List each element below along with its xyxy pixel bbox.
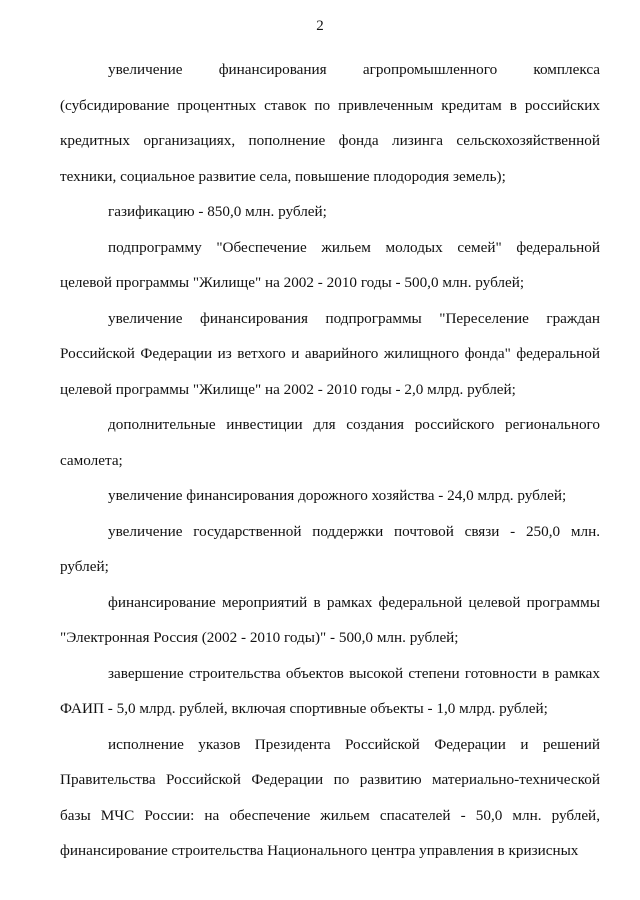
paragraph-road-financing: увеличение финансирования дорожного хозяйства - 24,0 млрд. рублей;	[108, 487, 567, 504]
paragraph-electronic-russia: финансирование мероприятий в рамках федеральной целевой программы "Электронная Россия (2002 - 2010 годы)" - 500,0 млн. рублей;	[60, 593, 600, 646]
paragraph-faip-construction: завершение строительства объектов высокой степени готовности в рамках ФАИП - 5,0 млрд. рублей, включая спортивные объекты - 1,0 млрд. рублей;	[60, 664, 600, 717]
page-number: 2	[316, 18, 324, 34]
paragraph-young-families-housing: подпрограмму "Обеспечение жильем молодых семей" федеральной целевой программы "Жилище" на 2002 - 2010 годы - 500,0 млн. рублей;	[60, 238, 600, 291]
paragraph-gasification: газификацию - 850,0 млн. рублей;	[108, 203, 327, 220]
paragraph-emercom-decrees: исполнение указов Президента Российской Федерации и решений Правительства Российской Федерации по развитию материально-технической базы МЧС России: на обеспечение жильем спасателей - 50,0 млн. рублей, финансирование строительства Национального центра управления в кризисных	[60, 735, 600, 859]
paragraph-postal-support: увеличение государственной поддержки почтовой связи - 250,0 млн. рублей;	[60, 522, 600, 575]
document-body	[60, 52, 600, 869]
paragraph-resettlement: увеличение финансирования подпрограммы "Переселение граждан Российской Федерации из ветхого и аварийного жилищного фонда" федеральной целевой программы "Жилище" на 2002 - 2010 годы - 2,0 млрд. рублей;	[60, 309, 600, 398]
paragraph-agro-financing: увеличение финансирования агропромышленного комплекса (субсидирование процентных ставок по привлеченным кредитам в российских кредитных организациях, пополнение фонда лизинга сельскохозяйственной техники, социальное развитие села, повышение плодородия земель);	[60, 61, 600, 185]
paragraph-regional-aircraft: дополнительные инвестиции для создания российского регионального самолета;	[60, 416, 600, 469]
